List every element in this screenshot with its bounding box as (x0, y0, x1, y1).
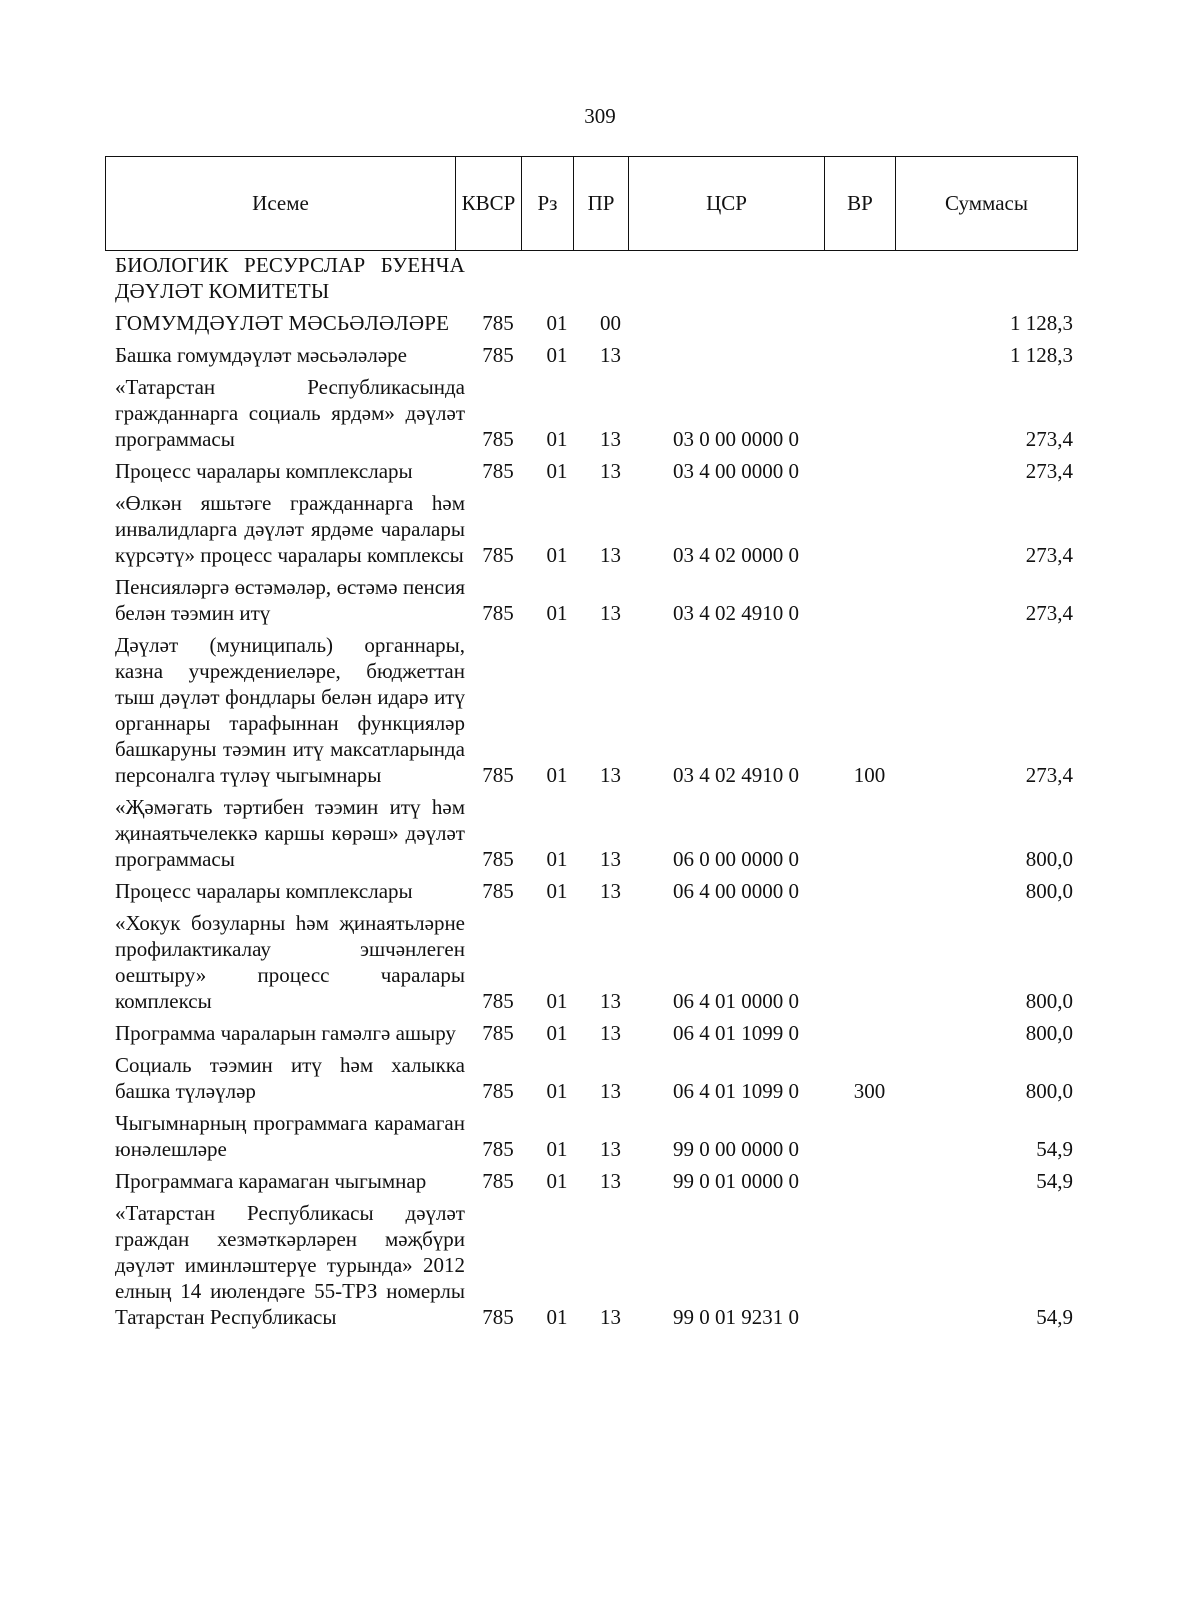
cell-pr: 13 (600, 989, 621, 1013)
cell-vr (834, 310, 905, 342)
table-row (105, 910, 1087, 1020)
cell-csr: 06 0 00 0000 0 (673, 847, 799, 871)
table-row (105, 574, 1087, 632)
cell-rz: 01 (546, 763, 568, 787)
cell-pr: 13 (600, 879, 621, 903)
cell-vr (834, 342, 905, 374)
cell-kvsr: 785 (482, 1137, 514, 1161)
page-number: 309 (584, 104, 616, 128)
cell-vr: 100 (853, 763, 886, 787)
cell-rz: 01 (546, 1169, 568, 1193)
cell-sum: 800,0 (1025, 847, 1073, 871)
table-row (105, 342, 1087, 374)
cell-pr: 13 (600, 543, 621, 567)
cell-name: «Татарстан Республикасы дәүләт граждан хезмәткәрләрен мәҗбүри дәүләт иминләштерүе турында» 2012 елның 14 июлендәге 55-ТРЗ номерлы Татарстан Республикасы (115, 1201, 465, 1329)
cell-name: Дәүләт (муниципаль) органнары, казна учреждениеләре, бюджеттан тыш дәүләт фондлары белән идарә итү органнары тарафыннан функцияләр башкаруны тәэмин итү максатларында персоналга түләү чыгымнары (115, 633, 465, 787)
cell-name: Процесс чаралары комплекслары (115, 459, 413, 483)
cell-pr: 13 (600, 763, 621, 787)
column-header-name: Исеме (106, 157, 456, 251)
cell-csr (638, 252, 834, 310)
table-row (105, 310, 1087, 342)
cell-sum: 1 128,3 (1010, 311, 1073, 335)
cell-kvsr: 785 (482, 427, 514, 451)
column-header-kvsr: КВСР (456, 157, 522, 251)
cell-pr: 13 (600, 847, 621, 871)
cell-pr: 13 (600, 1305, 621, 1329)
cell-sum: 800,0 (1025, 1079, 1073, 1103)
cell-vr: 300 (853, 1079, 886, 1103)
column-header-rz: Рз (522, 157, 574, 251)
cell-csr: 06 4 00 0000 0 (673, 879, 799, 903)
cell-name: ГОМУМДӘҮЛӘТ МӘСЬӘЛӘЛӘРЕ (115, 311, 450, 335)
cell-name: «Җәмәгать тәртибен тәэмин итү һәм җинаятьчелеккә каршы көрәш» дәүләт программасы (115, 795, 465, 871)
cell-vr (834, 1200, 905, 1336)
cell-pr: 13 (600, 343, 621, 367)
cell-kvsr: 785 (482, 989, 514, 1013)
cell-name: Программага карамаган чыгымнар (115, 1169, 427, 1193)
cell-sum: 800,0 (1025, 879, 1073, 903)
cell-rz: 01 (546, 601, 568, 625)
cell-name: Башка гомумдәүләт мәсьәләләре (115, 343, 407, 367)
cell-rz: 01 (546, 1305, 568, 1329)
cell-csr: 03 4 02 0000 0 (673, 543, 799, 567)
cell-vr (834, 374, 905, 458)
cell-name: Процесс чаралары комплекслары (115, 879, 413, 903)
cell-csr: 03 4 02 4910 0 (673, 601, 799, 625)
cell-sum: 54,9 (1036, 1305, 1073, 1329)
cell-sum: 800,0 (1025, 1021, 1073, 1045)
cell-name: Пенсияләргә өстәмәләр, өстәмә пенсия белән тәэмин итү (115, 575, 465, 625)
cell-sum: 273,4 (1025, 763, 1073, 787)
cell-csr: 99 0 01 0000 0 (673, 1169, 799, 1193)
cell-kvsr: 785 (482, 543, 514, 567)
cell-pr: 13 (600, 1079, 621, 1103)
cell-pr: 13 (600, 459, 621, 483)
cell-csr: 06 4 01 1099 0 (673, 1021, 799, 1045)
cell-rz: 01 (546, 1021, 568, 1045)
cell-sum: 273,4 (1025, 601, 1073, 625)
table-row (105, 252, 1087, 310)
cell-pr: 13 (600, 601, 621, 625)
table-row (105, 632, 1087, 794)
cell-rz: 01 (546, 311, 568, 335)
cell-vr (834, 458, 905, 490)
cell-kvsr: 785 (482, 601, 514, 625)
cell-sum: 273,4 (1025, 459, 1073, 483)
cell-vr (834, 1020, 905, 1052)
table-row (105, 878, 1087, 910)
cell-pr (583, 252, 638, 310)
cell-kvsr: 785 (482, 1305, 514, 1329)
cell-kvsr: 785 (482, 459, 514, 483)
cell-csr: 03 4 02 4910 0 (673, 763, 799, 787)
table-row (105, 1020, 1087, 1052)
cell-csr (638, 310, 834, 342)
cell-pr: 13 (600, 1137, 621, 1161)
cell-vr (834, 794, 905, 878)
cell-csr: 99 0 01 9231 0 (673, 1305, 799, 1329)
cell-name: Социаль тәэмин итү һәм халыкка башка түләүләр (115, 1053, 465, 1103)
cell-kvsr: 785 (482, 311, 514, 335)
cell-sum: 273,4 (1025, 543, 1073, 567)
cell-sum: 54,9 (1036, 1137, 1073, 1161)
column-header-csr: ЦСР (629, 157, 825, 251)
cell-name: «Хокук бозуларны һәм җинаятьләрне профилактикалау эшчәнлеген оештыру» процесс чаралары комплексы (115, 911, 465, 1013)
cell-sum: 800,0 (1025, 989, 1073, 1013)
column-header-vr: ВР (825, 157, 896, 251)
cell-vr (834, 878, 905, 910)
table-row (105, 1200, 1087, 1336)
table-row (105, 1110, 1087, 1168)
cell-sum: 273,4 (1025, 427, 1073, 451)
cell-name: «Өлкән яшьтәге гражданнарга һәм инвалидларга дәүләт ярдәме чаралары күрсәтү» процесс чаралары комплексы (115, 491, 465, 567)
cell-sum: 1 128,3 (1010, 343, 1073, 367)
cell-rz: 01 (546, 847, 568, 871)
cell-name: БИОЛОГИК РЕСУРСЛАР БУЕНЧА ДӘҮЛӘТ КОМИТЕТЫ (115, 253, 465, 303)
cell-kvsr: 785 (482, 847, 514, 871)
cell-kvsr: 785 (482, 879, 514, 903)
cell-pr: 13 (600, 427, 621, 451)
cell-rz (531, 252, 583, 310)
column-header-pr: ПР (574, 157, 629, 251)
cell-csr (638, 342, 834, 374)
cell-rz: 01 (546, 989, 568, 1013)
cell-kvsr: 785 (482, 1169, 514, 1193)
cell-kvsr: 785 (482, 763, 514, 787)
cell-pr: 13 (600, 1169, 621, 1193)
cell-rz: 01 (546, 427, 568, 451)
cell-kvsr: 785 (482, 343, 514, 367)
cell-kvsr: 785 (482, 1079, 514, 1103)
cell-rz: 01 (546, 1079, 568, 1103)
table-header (105, 156, 1078, 251)
table-row (105, 1052, 1087, 1110)
cell-name: Чыгымнарның программага карамаган юнәлешләре (115, 1111, 465, 1161)
cell-csr: 06 4 01 0000 0 (673, 989, 799, 1013)
cell-kvsr: 785 (482, 1021, 514, 1045)
cell-name: Программа чараларын гамәлгә ашыру (115, 1021, 456, 1045)
cell-rz: 01 (546, 459, 568, 483)
cell-rz: 01 (546, 543, 568, 567)
cell-name: «Татарстан Республикасында гражданнарга социаль ярдәм» дәүләт программасы (115, 375, 465, 451)
cell-csr: 99 0 00 0000 0 (673, 1137, 799, 1161)
cell-vr (834, 574, 905, 632)
cell-rz: 01 (546, 1137, 568, 1161)
cell-sum (905, 252, 1087, 310)
cell-csr: 06 4 01 1099 0 (673, 1079, 799, 1103)
table-row (105, 490, 1087, 574)
budget-table (105, 252, 1087, 1336)
table-row (105, 458, 1087, 490)
cell-vr (834, 490, 905, 574)
cell-pr: 13 (600, 1021, 621, 1045)
cell-csr: 03 0 00 0000 0 (673, 427, 799, 451)
cell-rz: 01 (546, 879, 568, 903)
cell-sum: 54,9 (1036, 1169, 1073, 1193)
column-header-sum: Суммасы (896, 157, 1078, 251)
cell-vr (834, 252, 905, 310)
cell-kvsr (465, 252, 531, 310)
cell-rz: 01 (546, 343, 568, 367)
table-row (105, 1168, 1087, 1200)
cell-vr (834, 1168, 905, 1200)
cell-vr (834, 910, 905, 1020)
cell-vr (834, 1110, 905, 1168)
cell-pr: 00 (600, 311, 621, 335)
table-row (105, 374, 1087, 458)
table-row (105, 794, 1087, 878)
cell-csr: 03 4 00 0000 0 (673, 459, 799, 483)
